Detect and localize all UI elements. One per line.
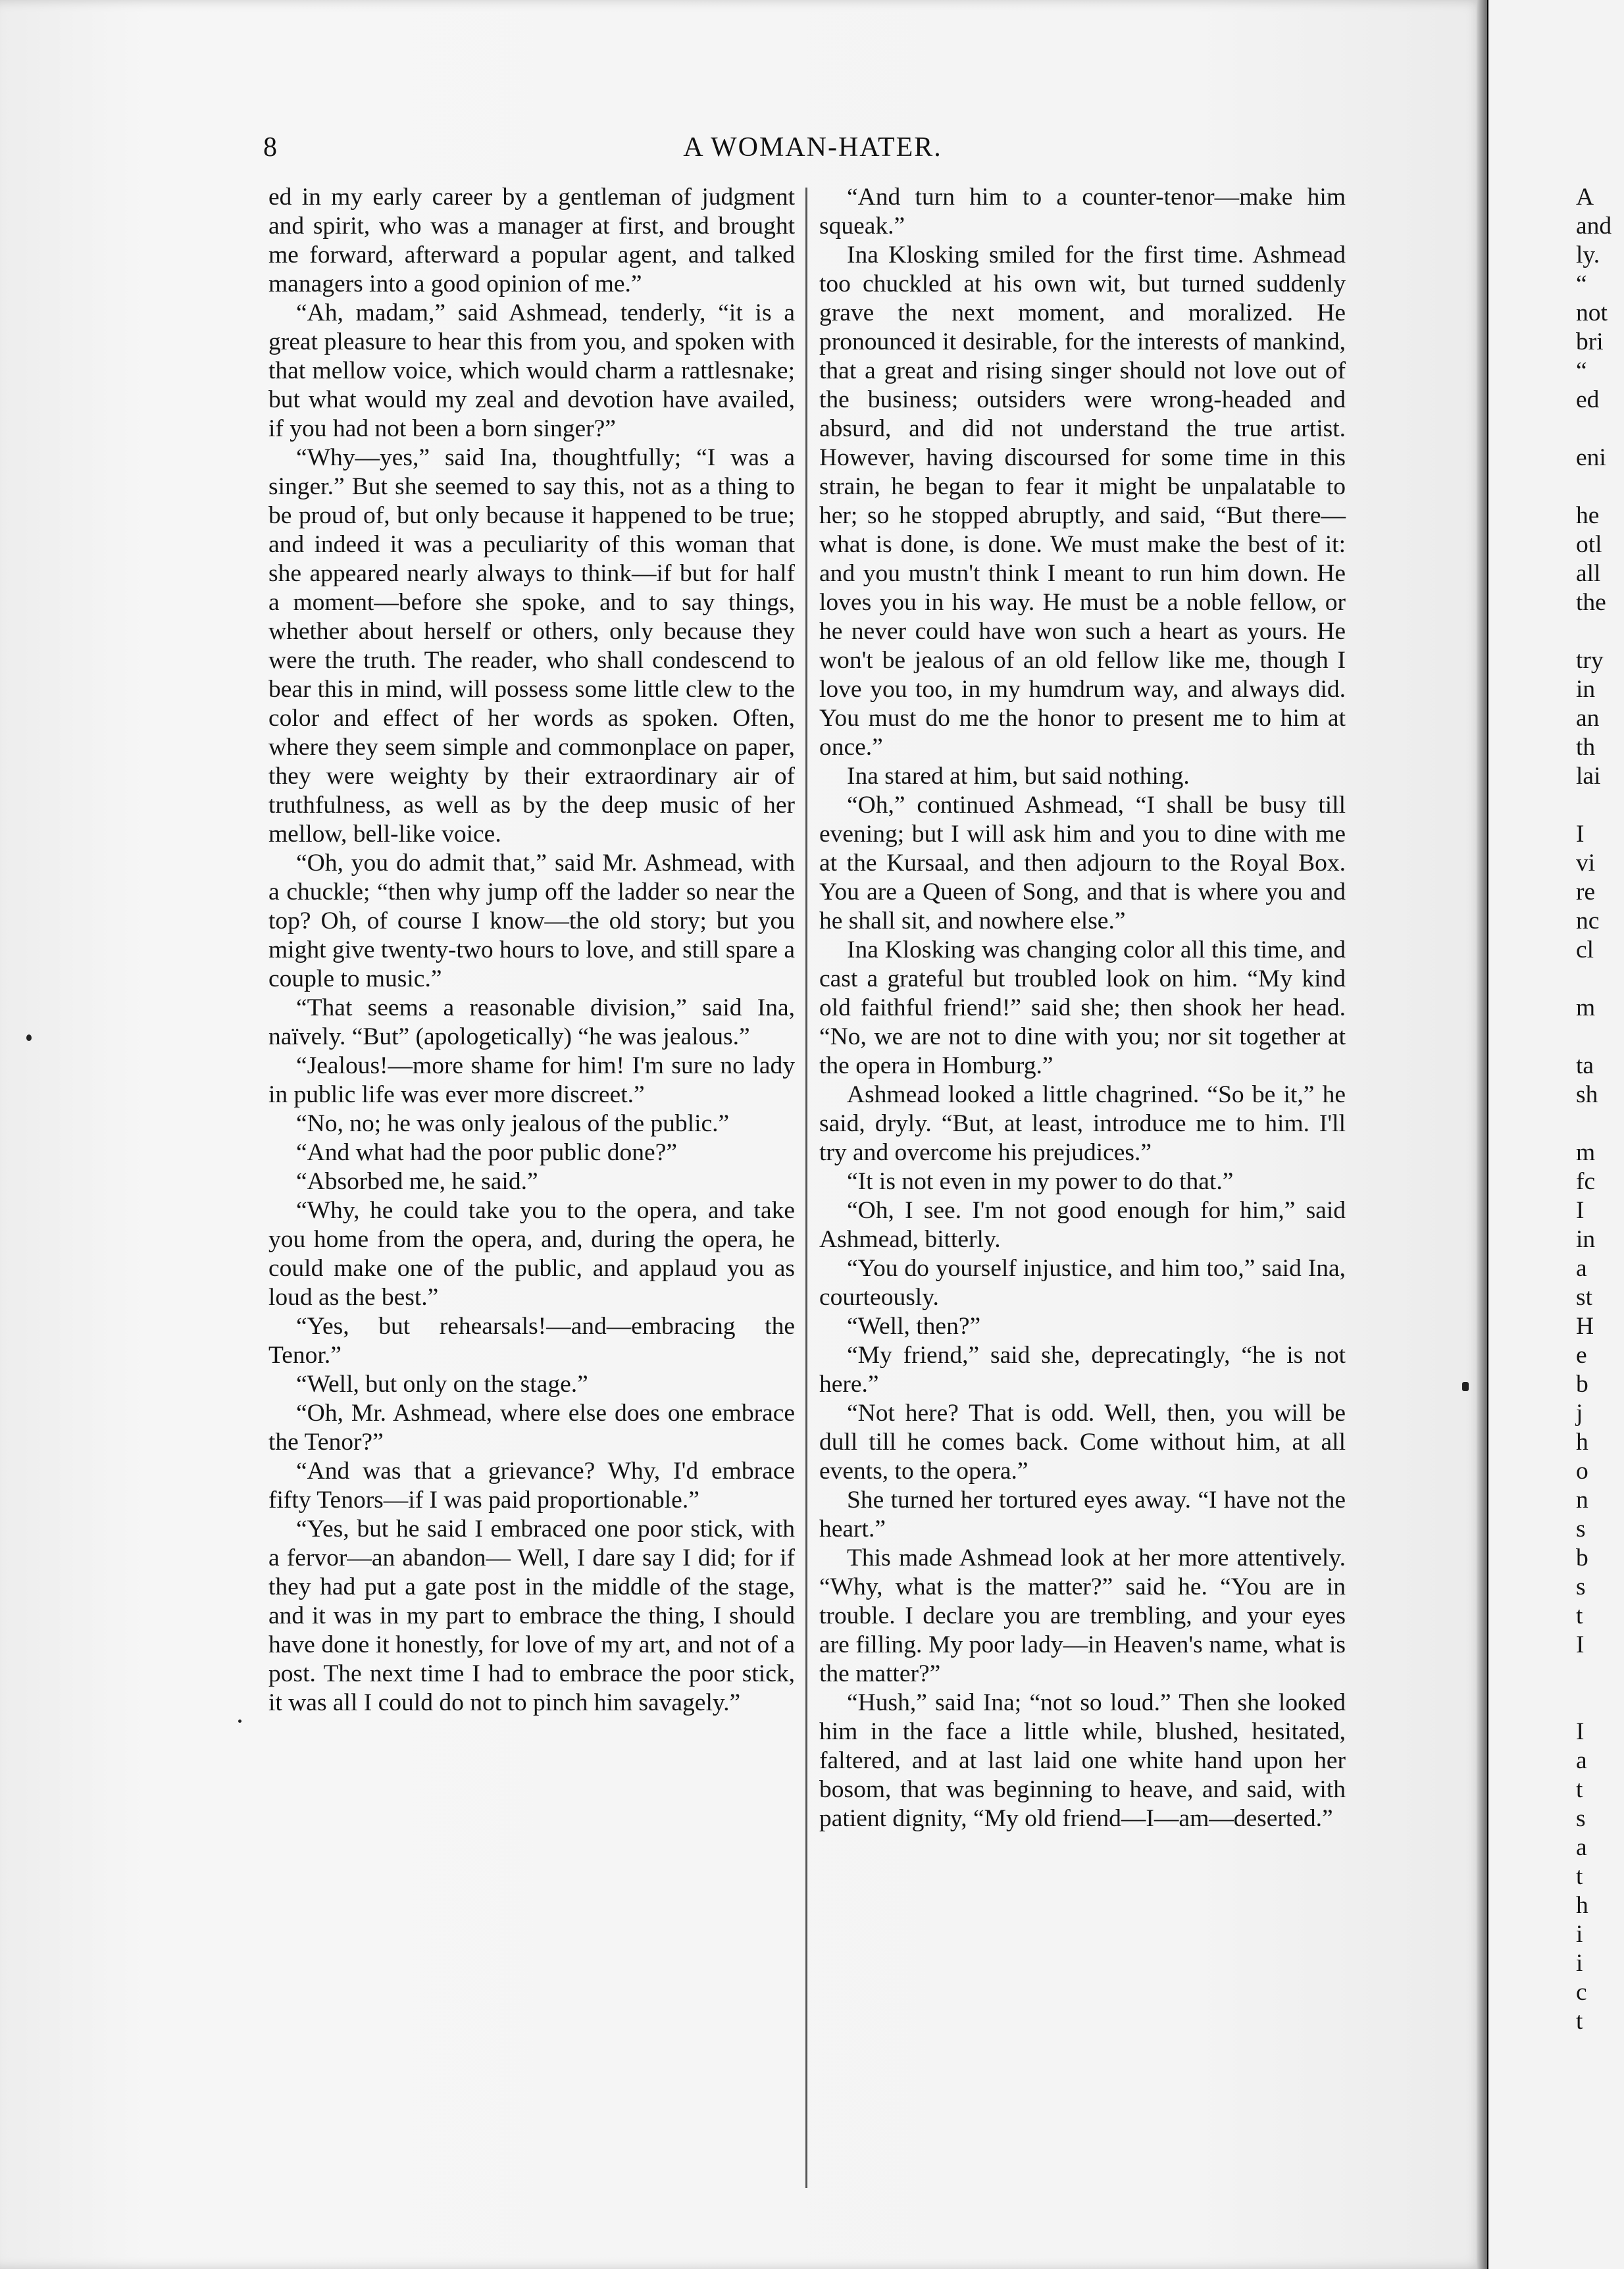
adjacent-page-fragment: ly.: [1576, 242, 1600, 268]
adjacent-page-fragment: I: [1576, 821, 1585, 848]
paragraph: ed in my early career by a gentleman of judgment and spirit, who was a manager at first, and brought me forward, afterward a popular agent, and talked managers into a good opinion of me.”: [268, 184, 795, 297]
page-header: [263, 132, 1362, 171]
adjacent-page-fragment: h: [1576, 1429, 1588, 1456]
adjacent-page-fragment: st: [1576, 1284, 1593, 1311]
paragraph: “Oh, I see. I'm not good enough for him,” said Ashmead, bitterly.: [819, 1197, 1346, 1253]
adjacent-page-fragment: cl: [1576, 936, 1594, 963]
paragraph: Ina stared at him, but said nothing.: [847, 763, 1190, 790]
left-column: [268, 183, 795, 1718]
adjacent-page-fragment: ta: [1576, 1052, 1594, 1079]
column-rule: [805, 188, 807, 2188]
adjacent-page-fragment: lai: [1576, 763, 1601, 790]
scan-speck: [238, 1720, 241, 1723]
adjacent-page-fragment: sh: [1576, 1081, 1598, 1108]
adjacent-page-fragment: otl: [1576, 531, 1602, 558]
paragraph: “Not here? That is odd. Well, then, you will be dull till he comes back. Come without him, at all events, to the opera.”: [819, 1400, 1346, 1485]
adjacent-page-fragment: i: [1576, 1921, 1583, 1948]
page-gutter-shadow: [1477, 0, 1487, 2269]
adjacent-page-fragment: i: [1576, 1950, 1583, 1977]
adjacent-page-fragment: j: [1576, 1400, 1583, 1427]
paragraph: “Hush,” said Ina; “not so loud.” Then she looked him in the face a little while, blushed, hesitated, faltered, and at last laid one white hand upon her bosom, that was beginning to heave, and said, with patient dignity, “My old friend—I—am—deserted.”: [819, 1689, 1346, 1832]
adjacent-page-fragment: not: [1576, 299, 1608, 326]
scan-speck: [1462, 1382, 1469, 1391]
adjacent-page-fragment: re: [1576, 879, 1596, 905]
adjacent-page-fragment: “: [1576, 270, 1587, 297]
adjacent-page-fragment: and: [1576, 213, 1612, 240]
paragraph: “Why—yes,” said Ina, thoughtfully; “I was a singer.” But she seemed to say this, not as a thing to be proud of, but only because it happened to be true; and indeed it was a peculiarity of this woman that she appeared nearly always to think—if but for half a moment—before she spoke, and to say things, whether about herself or others, only because they were the truth. The reader, who shall condescend to bear this in mind, will possess some little clew to the color and effect of her words as spoken. Often, where they seem simple and commonplace on paper, they were weighty by their extraordinary air of truthfulness, as well as by the deep music of her mellow, bell-like voice.: [268, 444, 795, 848]
paragraph: “My friend,” said she, deprecatingly, “he is not here.”: [819, 1342, 1346, 1398]
adjacent-page-fragment: in: [1576, 1226, 1596, 1253]
paragraph: “It is not even in my power to do that.”: [847, 1168, 1234, 1195]
paragraph: “Well, then?”: [847, 1313, 981, 1340]
adjacent-page-fragment: e: [1576, 1342, 1587, 1369]
adjacent-page-fragment: I: [1576, 1718, 1585, 1745]
paragraph: “Why, he could take you to the opera, and take you home from the opera, and, during the opera, he could make one of the public, and applaud you as loud as the best.”: [268, 1197, 795, 1311]
adjacent-page-fragment: t: [1576, 2008, 1583, 2035]
paragraph: “Jealous!—more shame for him! I'm sure no lady in public life was ever more discreet.”: [268, 1052, 795, 1108]
adjacent-page-fragment: vi: [1576, 850, 1596, 877]
adjacent-page-fragment: c: [1576, 1979, 1587, 2006]
adjacent-page-fragment: I: [1576, 1197, 1585, 1224]
paragraph: “Well, but only on the stage.”: [296, 1371, 588, 1398]
paragraph: “And what had the poor public done?”: [296, 1139, 677, 1166]
paragraph: “Ah, madam,” said Ashmead, tenderly, “it is a great pleasure to hear this from you, and spoken with that mellow voice, which would charm a rattlesnake; but what would my zeal and devotion have availed, if you had not been a born singer?”: [268, 299, 795, 442]
adjacent-page-fragment: t: [1576, 1776, 1583, 1803]
page-number: 8: [263, 132, 277, 163]
adjacent-page-fragment: s: [1576, 1805, 1586, 1832]
paragraph: “Yes, but rehearsals!—and—embracing the Tenor.”: [268, 1313, 795, 1369]
paragraph: “No, no; he was only jealous of the public.”: [296, 1110, 730, 1137]
adjacent-page-fragment: n: [1576, 1487, 1588, 1514]
adjacent-page-fragment: H: [1576, 1313, 1594, 1340]
adjacent-page-fragment: bri: [1576, 328, 1604, 355]
adjacent-page-fragment: A: [1576, 184, 1594, 211]
adjacent-page-fragment: o: [1576, 1458, 1588, 1485]
paragraph: “Yes, but he said I embraced one poor stick, with a fervor—an abandon— Well, I dare say I did; for if they had put a gate post in the middle of the stage, and it was in my part to embrace the thing, I should have done it honestly, for love of my art, and not of a post. The next time I had to embrace the poor stick, it was all I could do not to pinch him savagely.”: [268, 1516, 795, 1716]
right-column: [819, 183, 1346, 1833]
paragraph: “And turn him to a counter-tenor—make him squeak.”: [819, 184, 1346, 240]
running-title: A WOMAN-HATER.: [683, 132, 942, 163]
adjacent-page-fragment: try: [1576, 647, 1604, 674]
paragraph: “You do yourself injustice, and him too,” said Ina, courteously.: [819, 1255, 1346, 1311]
adjacent-page-fragment: a: [1576, 1255, 1587, 1282]
adjacent-page-fragment: th: [1576, 734, 1596, 761]
adjacent-page-fragment: a: [1576, 1747, 1587, 1774]
adjacent-page-fragment: I: [1576, 1631, 1585, 1658]
scan-speck: [26, 1034, 32, 1041]
adjacent-page-fragment: m: [1576, 1139, 1596, 1166]
adjacent-page-fragment: t: [1576, 1602, 1583, 1629]
adjacent-page-fragment: t: [1576, 1863, 1583, 1890]
paragraph: “That seems a reasonable division,” said Ina, naïvely. “But” (apologetically) “he was jealous.”: [268, 994, 795, 1050]
paragraph: This made Ashmead look at her more attentively. “Why, what is the matter?” said he. “You are in trouble. I declare you are trembling, and your eyes are filling. My poor lady—in Heaven's name, what is the matter?”: [819, 1544, 1346, 1687]
adjacent-page-fragment: in: [1576, 676, 1596, 703]
paragraph: She turned her tortured eyes away. “I have not the heart.”: [819, 1487, 1346, 1542]
paragraph: “Oh, you do admit that,” said Mr. Ashmead, with a chuckle; “then why jump off the ladder so near the top? Oh, of course I know—the old story; but you might give twenty-two hours to love, and still spare a couple to music.”: [268, 850, 795, 992]
adjacent-page-fragment: eni: [1576, 444, 1606, 471]
paragraph: “Absorbed me, he said.”: [296, 1168, 538, 1195]
adjacent-page-fragment: s: [1576, 1573, 1586, 1600]
adjacent-page-fragment: “: [1576, 357, 1587, 384]
paragraph: “Oh, Mr. Ashmead, where else does one embrace the Tenor?”: [268, 1400, 795, 1456]
adjacent-page-fragment: fc: [1576, 1168, 1596, 1195]
adjacent-page-fragment: the: [1576, 589, 1606, 616]
paragraph: Ina Klosking was changing color all this time, and cast a grateful but troubled look on him. “My kind old faithful friend!” said she; then shook her head. “No, we are not to dine with you; nor sit together at the opera in Homburg.”: [819, 936, 1346, 1079]
paragraph: Ashmead looked a little chagrined. “So be it,” he said, dryly. “But, at least, introduce me to him. I'll try and overcome his prejudices.”: [819, 1081, 1346, 1166]
adjacent-page-fragment: s: [1576, 1516, 1586, 1542]
adjacent-page-fragment: he: [1576, 502, 1600, 529]
adjacent-page-fragment: b: [1576, 1371, 1588, 1398]
paragraph: “And was that a grievance? Why, I'd embrace fifty Tenors—if I was paid proportionable.”: [268, 1458, 795, 1514]
adjacent-page-fragment: m: [1576, 994, 1596, 1021]
adjacent-page-fragment: h: [1576, 1892, 1588, 1919]
paragraph: Ina Klosking smiled for the first time. Ashmead too chuckled at his own wit, but turned suddenly grave the next moment, and moralized. He pronounced it desirable, for the interests of mankind, that a great and rising singer should not love out of the business; outsiders were wrong-headed and absurd, and did not understand the true artist. However, having discoursed for some time in this strain, he began to fear it might be unpalatable to her; so he stopped abruptly, and said, “But there—what is done, is done. We must make the best of it: and you mustn't think I meant to run him down. He loves you in his way. He must be a noble fellow, or he never could have won such a heart as yours. He won't be jealous of an old fellow like me, though I love you too, in my humdrum way, and always did. You must do me the honor to present me to him at once.”: [819, 242, 1346, 761]
paragraph: “Oh,” continued Ashmead, “I shall be busy till evening; but I will ask him and you to dine with me at the Kursaal, and then adjourn to the Royal Box. You are a Queen of Song, and that is where you and he shall sit, and nowhere else.”: [819, 792, 1346, 934]
adjacent-page-fragment: nc: [1576, 907, 1600, 934]
adjacent-page-fragment: b: [1576, 1544, 1588, 1571]
adjacent-page-fragment: a: [1576, 1834, 1587, 1861]
adjacent-page-fragment: ed: [1576, 386, 1600, 413]
adjacent-page-fragment: all: [1576, 560, 1601, 587]
adjacent-page-fragment: an: [1576, 705, 1600, 732]
